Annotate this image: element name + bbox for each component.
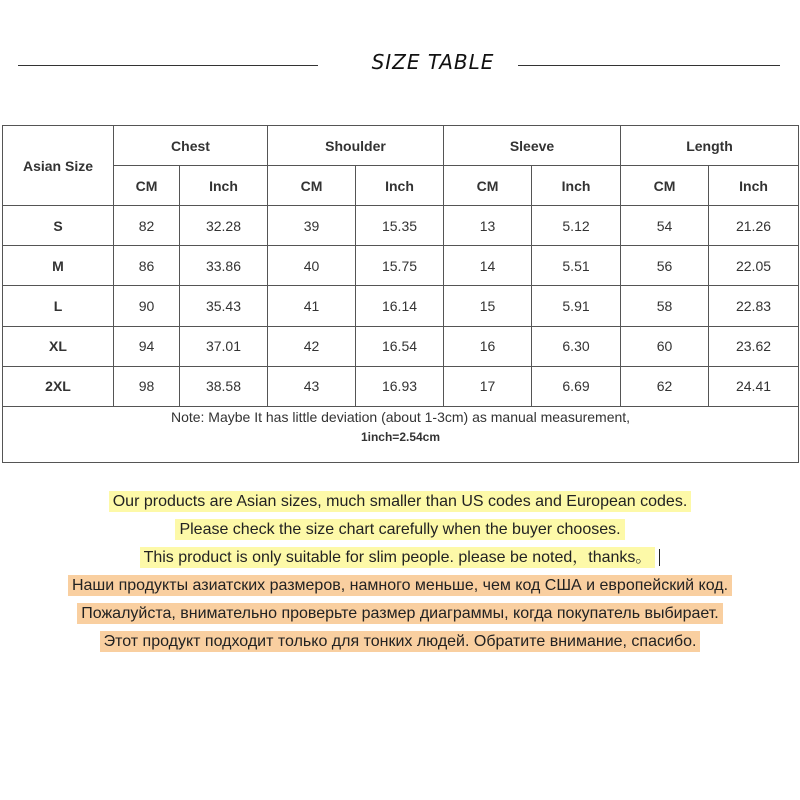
size-label: L [3,286,114,326]
page-title: SIZE TABLE [371,50,495,74]
table-row [3,206,799,246]
measurement-cell: 37.01 [180,326,268,366]
measurement-cell: 21.26 [709,206,799,246]
measurement-cell: 22.83 [709,286,799,326]
measurement-cell: 6.69 [532,366,621,406]
measurement-cell: 24.41 [709,366,799,406]
notice-ru-2: Пожалуйста, внимательно проверьте размер диаграммы, когда покупатель выбирает. [0,600,800,628]
measurement-cell: 13 [444,206,532,246]
size-label: M [3,246,114,286]
unit-inch-header: Inch [180,166,268,206]
size-rows [3,206,799,407]
shoulder-header: Shoulder [268,126,444,166]
measurement-cell: 82 [114,206,180,246]
text-cursor [659,549,660,566]
size-column-header: Asian Size [3,126,114,206]
unit-inch-header: Inch [356,166,444,206]
measurement-cell: 16.54 [356,326,444,366]
size-table [2,125,799,463]
measurement-cell: 56 [621,246,709,286]
measurement-cell: 35.43 [180,286,268,326]
unit-cm-header: CM [444,166,532,206]
measurement-cell: 14 [444,246,532,286]
note-cell [3,406,799,462]
measurement-cell: 94 [114,326,180,366]
measurement-cell: 15.75 [356,246,444,286]
measurement-cell: 23.62 [709,326,799,366]
title-row [18,48,780,80]
sleeve-header: Sleeve [444,126,621,166]
table-unit-header-row [3,166,799,206]
measurement-cell: 22.05 [709,246,799,286]
note-text: Note: Maybe It has little deviation (about 1-3cm) as manual measurement, [170,408,631,425]
unit-cm-header: CM [268,166,356,206]
unit-cm-header: CM [621,166,709,206]
title-divider-right [518,65,780,66]
measurement-cell: 58 [621,286,709,326]
measurement-cell: 5.91 [532,286,621,326]
measurement-cell: 16 [444,326,532,366]
notices [0,488,800,656]
notice-en-1: Our products are Asian sizes, much smaller than US codes and European codes. [0,488,800,516]
measurement-cell: 5.51 [532,246,621,286]
measurement-cell: 39 [268,206,356,246]
measurement-cell: 32.28 [180,206,268,246]
notice-ru-1: Наши продукты азиатских размеров, намного меньше, чем код США и европейский код. [0,572,800,600]
measurement-cell: 6.30 [532,326,621,366]
unit-inch-header: Inch [532,166,621,206]
measurement-cell: 15.35 [356,206,444,246]
measurement-cell: 86 [114,246,180,286]
measurement-cell: 41 [268,286,356,326]
table-row [3,326,799,366]
conversion-note: 1inch=2.54cm [360,429,441,444]
measurement-cell: 38.58 [180,366,268,406]
measurement-cell: 16.14 [356,286,444,326]
measurement-cell: 98 [114,366,180,406]
size-label: XL [3,326,114,366]
table-group-header-row [3,126,799,166]
measurement-cell: 62 [621,366,709,406]
measurement-cell: 5.12 [532,206,621,246]
note-row [3,406,799,462]
table-row [3,366,799,406]
size-label: 2XL [3,366,114,406]
measurement-cell: 17 [444,366,532,406]
notice-en-2: Please check the size chart carefully when the buyer chooses. [0,516,800,544]
measurement-cell: 42 [268,326,356,366]
chest-header: Chest [114,126,268,166]
measurement-cell: 16.93 [356,366,444,406]
measurement-cell: 40 [268,246,356,286]
notice-ru-3: Этот продукт подходит только для тонких людей. Обратите внимание, спасибо. [0,628,800,656]
size-label: S [3,206,114,246]
measurement-cell: 60 [621,326,709,366]
table-row [3,286,799,326]
title-divider-left [18,65,318,66]
measurement-cell: 15 [444,286,532,326]
unit-cm-header: CM [114,166,180,206]
length-header: Length [621,126,799,166]
unit-inch-header: Inch [709,166,799,206]
measurement-cell: 33.86 [180,246,268,286]
notice-en-3: This product is only suitable for slim people. please be noted，thanks。 [0,544,800,572]
measurement-cell: 43 [268,366,356,406]
measurement-cell: 90 [114,286,180,326]
table-row [3,246,799,286]
measurement-cell: 54 [621,206,709,246]
